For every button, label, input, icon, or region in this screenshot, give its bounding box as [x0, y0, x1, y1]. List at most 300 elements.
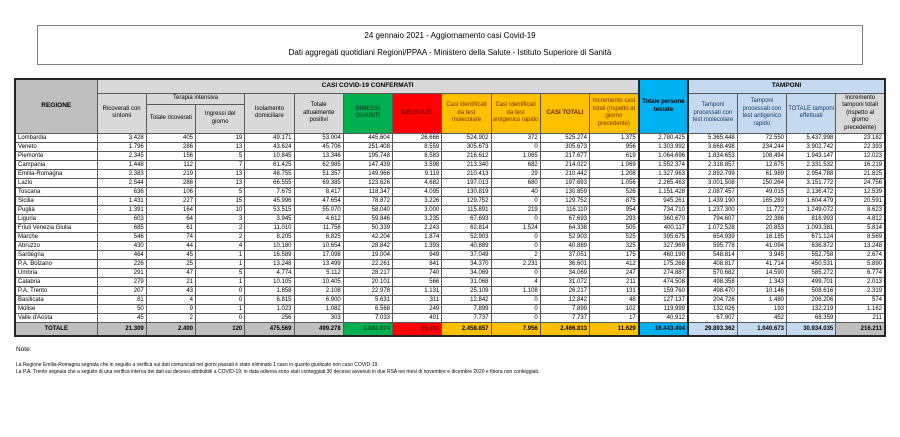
- value-cell: 2: [196, 224, 245, 233]
- value-cell: 4.095: [393, 188, 442, 197]
- region-name: Molise: [15, 305, 97, 314]
- value-cell: 5: [196, 269, 245, 278]
- notes-label: Note:: [16, 346, 32, 353]
- value-cell: 43.624: [245, 143, 294, 152]
- total-value-cell: 2.458.857: [442, 323, 491, 336]
- value-cell: 5.365.448: [688, 134, 737, 143]
- table-row: [15, 134, 885, 143]
- value-cell: 1.131: [393, 287, 442, 296]
- value-cell: 40: [491, 188, 540, 197]
- value-cell: 149.966: [343, 170, 392, 179]
- region-name: Campania: [15, 161, 97, 170]
- value-cell: 48.755: [245, 170, 294, 179]
- col-header-persone-testate: Totale persone testate: [639, 79, 688, 134]
- value-cell: 219: [491, 206, 540, 215]
- value-cell: 2.780.425: [639, 134, 688, 143]
- value-cell: 165.289: [737, 197, 786, 206]
- col-header-isolamento-domiciliare: Isolamento domiciliare: [245, 93, 294, 134]
- col-header-casi-test-antigenico: Casi identificati da test antigenico rapido: [491, 93, 540, 134]
- value-cell: 1.082: [294, 305, 343, 314]
- value-cell: 10: [196, 206, 245, 215]
- value-cell: 1.065: [491, 152, 540, 161]
- value-cell: 55.070: [294, 206, 343, 215]
- value-cell: 875: [590, 197, 639, 206]
- value-cell: 72.550: [737, 134, 786, 143]
- value-cell: 1.524: [491, 224, 540, 233]
- value-cell: 132.026: [688, 305, 737, 314]
- value-cell: 3.151.772: [787, 179, 836, 188]
- value-cell: 1: [196, 278, 245, 287]
- value-cell: 1.072.528: [688, 224, 737, 233]
- value-cell: 6.900: [294, 296, 343, 305]
- value-cell: 603: [97, 215, 146, 224]
- value-cell: 45: [146, 251, 195, 260]
- value-cell: 40.912: [639, 314, 688, 323]
- total-value-cell: 475.569: [245, 323, 294, 336]
- value-cell: 206.206: [787, 296, 836, 305]
- total-row: [15, 323, 885, 336]
- value-cell: 1.391: [97, 206, 146, 215]
- value-cell: 816.993: [787, 215, 836, 224]
- value-cell: 132.219: [787, 305, 836, 314]
- value-cell: 14.590: [737, 269, 786, 278]
- value-cell: 286: [146, 143, 195, 152]
- value-cell: 654.939: [688, 233, 737, 242]
- value-cell: 226: [97, 260, 146, 269]
- value-cell: 47.654: [294, 197, 343, 206]
- value-cell: 10.105: [245, 278, 294, 287]
- col-header-incremento-tamponi: Incremento tamponi totali (rispetto al giorno precedente): [836, 93, 885, 134]
- value-cell: 595.778: [688, 242, 737, 251]
- value-cell: 197.693: [540, 179, 589, 188]
- value-cell: 671.124: [787, 233, 836, 242]
- value-cell: 16.185: [737, 233, 786, 242]
- value-cell: 13: [196, 179, 245, 188]
- value-cell: 62.814: [442, 224, 491, 233]
- value-cell: 474.508: [639, 278, 688, 287]
- value-cell: 0: [491, 314, 540, 323]
- value-cell: 3.226: [393, 197, 442, 206]
- table-row: [15, 152, 885, 161]
- value-cell: 0: [196, 296, 245, 305]
- value-cell: 3.902.742: [787, 143, 836, 152]
- value-cell: 81: [97, 296, 146, 305]
- value-cell: 45.706: [294, 143, 343, 152]
- region-name: Toscana: [15, 188, 97, 197]
- region-name: Sardegna: [15, 251, 97, 260]
- region-name: Abruzzo: [15, 242, 97, 251]
- value-cell: 505: [590, 224, 639, 233]
- value-cell: 130.859: [540, 188, 589, 197]
- value-cell: 3.945: [245, 215, 294, 224]
- value-cell: 12.675: [737, 161, 786, 170]
- total-value-cell: 1.040.673: [737, 323, 786, 336]
- value-cell: 4.612: [294, 215, 343, 224]
- col-header-tamponi-antigenico: Tamponi processati con test antigenico rapido: [737, 93, 786, 134]
- value-cell: 26.217: [540, 287, 589, 296]
- col-header-casi-totali: CASI TOTALI: [540, 93, 589, 134]
- total-value-cell: 29.893.362: [688, 323, 737, 336]
- value-cell: 3.235: [393, 215, 442, 224]
- value-cell: 64.338: [540, 224, 589, 233]
- value-cell: 123.626: [343, 179, 392, 188]
- value-cell: 498.470: [688, 287, 737, 296]
- value-cell: 412: [590, 260, 639, 269]
- value-cell: 0: [196, 314, 245, 323]
- value-cell: 286: [146, 179, 195, 188]
- value-cell: 2.243: [393, 224, 442, 233]
- value-cell: 11.772: [737, 206, 786, 215]
- value-cell: 52.903: [540, 233, 589, 242]
- value-cell: 7.033: [343, 314, 392, 323]
- value-cell: 740: [393, 269, 442, 278]
- value-cell: 3.428: [97, 134, 146, 143]
- value-cell: 5: [196, 188, 245, 197]
- table-footer: [15, 323, 885, 336]
- value-cell: 499.701: [787, 278, 836, 287]
- total-value-cell: 216.211: [836, 323, 885, 336]
- value-cell: 9.119: [393, 170, 442, 179]
- note-pa-trento: La P.A. Trento segnala che a seguito di una verifica interna dei dati sui decessi attribuibili a COVID-19, in data odierna sono stati conteggiati 30 decessi avvenuti in due RSA nei mesi di novembre e dicembre 2020 e finora non conteggiati.: [16, 369, 540, 375]
- value-cell: 13: [196, 170, 245, 179]
- value-cell: 2.544: [97, 179, 146, 188]
- value-cell: 460.190: [639, 251, 688, 260]
- value-cell: 13: [196, 143, 245, 152]
- covid-data-table: [14, 78, 886, 337]
- value-cell: 3.668.498: [688, 143, 737, 152]
- value-cell: 526: [590, 188, 639, 197]
- table-row: [15, 260, 885, 269]
- value-cell: 195.748: [343, 152, 392, 161]
- value-cell: 293: [590, 215, 639, 224]
- col-header-totale-ricoverati: Totale ricoverati: [146, 104, 195, 134]
- value-cell: 450.531: [787, 260, 836, 269]
- value-cell: 147.439: [343, 161, 392, 170]
- value-cell: 193: [737, 305, 786, 314]
- value-cell: 49.015: [737, 188, 786, 197]
- col-header-regione: REGIONE: [15, 79, 97, 134]
- group-header-terapia-intensiva: Terapia intensiva: [146, 93, 245, 104]
- value-cell: 585.272: [787, 269, 836, 278]
- region-name: Liguria: [15, 215, 97, 224]
- value-cell: 34.370: [442, 260, 491, 269]
- value-cell: 1: [196, 251, 245, 260]
- value-cell: 4.682: [393, 179, 442, 188]
- value-cell: 45: [97, 314, 146, 323]
- value-cell: 12.842: [442, 296, 491, 305]
- value-cell: 1.108: [491, 287, 540, 296]
- value-cell: 7.675: [245, 188, 294, 197]
- value-cell: 207: [97, 287, 146, 296]
- value-cell: 28.217: [343, 269, 392, 278]
- col-header-dimessi-guariti: DIMESSI GUARITI: [343, 93, 392, 134]
- col-header-attualmente-positivi: Totale attualmente positivi: [294, 93, 343, 134]
- table-row: [15, 287, 885, 296]
- value-cell: 69.385: [294, 179, 343, 188]
- value-cell: 61.425: [245, 161, 294, 170]
- value-cell: 0: [491, 143, 540, 152]
- value-cell: 23.182: [836, 134, 885, 143]
- value-cell: 10.146: [737, 287, 786, 296]
- value-cell: 2: [196, 233, 245, 242]
- value-cell: 6.568: [343, 305, 392, 314]
- total-value-cell: 2.466.813: [540, 323, 589, 336]
- value-cell: 1.162: [836, 305, 885, 314]
- table-row: [15, 251, 885, 260]
- value-cell: 1.393: [393, 242, 442, 251]
- table-row: [15, 188, 885, 197]
- table-row: [15, 314, 885, 323]
- value-cell: 3.945: [737, 251, 786, 260]
- group-header-casi-confermati: CASI COVID-19 CONFERMATI: [97, 79, 639, 93]
- value-cell: 311: [393, 296, 442, 305]
- value-cell: 11.010: [245, 224, 294, 233]
- total-value-cell: 30.934.035: [787, 323, 836, 336]
- value-cell: 8.825: [294, 233, 343, 242]
- value-cell: 22.393: [836, 143, 885, 152]
- value-cell: 13.248: [245, 260, 294, 269]
- value-cell: 0: [196, 287, 245, 296]
- value-cell: 74: [146, 233, 195, 242]
- value-cell: 12.539: [836, 188, 885, 197]
- value-cell: 1.604.479: [787, 197, 836, 206]
- total-value-cell: 1.882.074: [343, 323, 392, 336]
- value-cell: 1: [196, 260, 245, 269]
- value-cell: 256: [245, 314, 294, 323]
- note-emilia-romagna: La Regione Emilia-Romagna segnala che in seguito a verifica sui dati comunicati nei giorni passati è stato eliminato 1 caso in quanto giudicato non caso COVID-19.: [16, 362, 379, 368]
- value-cell: 8.583: [393, 152, 442, 161]
- value-cell: 0: [491, 215, 540, 224]
- value-cell: 2.318.857: [688, 161, 737, 170]
- value-cell: 112: [146, 161, 195, 170]
- total-value-cell: 21.309: [97, 323, 146, 336]
- value-cell: 305.673: [540, 143, 589, 152]
- value-cell: 0: [491, 197, 540, 206]
- value-cell: 954: [590, 206, 639, 215]
- value-cell: 4.812: [836, 215, 885, 224]
- group-header-tamponi: TAMPONI: [688, 79, 885, 93]
- value-cell: 44: [146, 242, 195, 251]
- value-cell: 58.040: [343, 206, 392, 215]
- table-row: [15, 161, 885, 170]
- value-cell: 211: [590, 278, 639, 287]
- value-cell: 1.343: [737, 278, 786, 287]
- value-cell: 682: [491, 161, 540, 170]
- value-cell: 1.552.374: [639, 161, 688, 170]
- value-cell: 213.340: [442, 161, 491, 170]
- value-cell: 1.943.147: [787, 152, 836, 161]
- value-cell: 4: [196, 242, 245, 251]
- value-cell: 37.051: [540, 251, 589, 260]
- value-cell: 118.347: [343, 188, 392, 197]
- value-cell: 52.903: [442, 233, 491, 242]
- value-cell: 305.673: [442, 143, 491, 152]
- value-cell: 62.985: [294, 161, 343, 170]
- value-cell: 41.094: [737, 242, 786, 251]
- value-cell: 1.023: [245, 305, 294, 314]
- value-cell: 127.137: [639, 296, 688, 305]
- value-cell: 49.171: [245, 134, 294, 143]
- value-cell: 15: [196, 197, 245, 206]
- value-cell: 2.331.532: [787, 161, 836, 170]
- value-cell: 10.654: [294, 242, 343, 251]
- value-cell: 29: [491, 170, 540, 179]
- value-cell: 11.756: [294, 224, 343, 233]
- value-cell: 7: [196, 161, 245, 170]
- value-cell: 734.710: [639, 206, 688, 215]
- value-cell: 685: [97, 224, 146, 233]
- value-cell: 2.136.472: [787, 188, 836, 197]
- value-cell: 25: [146, 260, 195, 269]
- table-row: [15, 269, 885, 278]
- value-cell: 5.814: [836, 224, 885, 233]
- value-cell: 1.303.992: [639, 143, 688, 152]
- value-cell: 20.591: [836, 197, 885, 206]
- total-value-cell: 85.461: [393, 323, 442, 336]
- value-cell: 115.891: [442, 206, 491, 215]
- value-cell: 13.499: [294, 260, 343, 269]
- value-cell: 25.109: [442, 287, 491, 296]
- region-name: Marche: [15, 233, 97, 242]
- value-cell: 6.815: [245, 296, 294, 305]
- value-cell: 956: [590, 143, 639, 152]
- value-cell: 372: [491, 134, 540, 143]
- total-value-cell: 499.278: [294, 323, 343, 336]
- table-row: [15, 278, 885, 287]
- value-cell: 4: [146, 296, 195, 305]
- value-cell: 1.208: [590, 170, 639, 179]
- value-cell: 2.954.788: [787, 170, 836, 179]
- total-label: TOTALE: [15, 323, 97, 336]
- value-cell: 20.853: [737, 224, 786, 233]
- value-cell: 508.616: [787, 287, 836, 296]
- value-cell: 8.559: [393, 143, 442, 152]
- value-cell: 1.834.653: [688, 152, 737, 161]
- value-cell: 42.204: [343, 233, 392, 242]
- value-cell: 5: [196, 152, 245, 161]
- value-cell: 7.899: [540, 305, 589, 314]
- value-cell: 17.098: [294, 251, 343, 260]
- value-cell: 2.674: [836, 251, 885, 260]
- table-body: [15, 134, 885, 323]
- value-cell: 21: [146, 278, 195, 287]
- total-value-cell: 7.956: [491, 323, 540, 336]
- value-cell: 566: [393, 278, 442, 287]
- value-cell: 498.358: [688, 278, 737, 287]
- value-cell: 43: [146, 287, 195, 296]
- value-cell: 9: [146, 305, 195, 314]
- value-cell: 106: [146, 188, 195, 197]
- value-cell: 5.631: [343, 296, 392, 305]
- value-cell: 66.555: [245, 179, 294, 188]
- value-cell: 1.858: [245, 287, 294, 296]
- value-cell: 119.999: [639, 305, 688, 314]
- value-cell: 47: [146, 269, 195, 278]
- value-cell: 1.874: [393, 233, 442, 242]
- value-cell: 41.714: [737, 260, 786, 269]
- value-cell: 227: [146, 197, 195, 206]
- value-cell: 40.889: [540, 242, 589, 251]
- value-cell: 1.327.963: [639, 170, 688, 179]
- value-cell: 175.268: [639, 260, 688, 269]
- value-cell: 21.825: [836, 170, 885, 179]
- value-cell: 7.737: [442, 314, 491, 323]
- table-row: [15, 233, 885, 242]
- value-cell: 116.110: [540, 206, 589, 215]
- value-cell: 67.693: [442, 215, 491, 224]
- value-cell: 45.996: [245, 197, 294, 206]
- value-cell: 574: [836, 296, 885, 305]
- value-cell: 546: [97, 233, 146, 242]
- region-name: Lombardia: [15, 134, 97, 143]
- value-cell: 2.892.799: [688, 170, 737, 179]
- value-cell: 6.774: [836, 269, 885, 278]
- value-cell: 19.004: [343, 251, 392, 260]
- value-cell: 400.117: [639, 224, 688, 233]
- value-cell: 64: [146, 215, 195, 224]
- value-cell: 37.049: [442, 251, 491, 260]
- value-cell: 452: [737, 314, 786, 323]
- value-cell: 16.589: [245, 251, 294, 260]
- table-row: [15, 224, 885, 233]
- table-row: [15, 242, 885, 251]
- region-name: Calabria: [15, 278, 97, 287]
- value-cell: 34.069: [540, 269, 589, 278]
- value-cell: 19: [196, 134, 245, 143]
- value-cell: 22.386: [737, 215, 786, 224]
- footnotes: [16, 346, 886, 376]
- value-cell: 405: [146, 134, 195, 143]
- value-cell: 130.819: [442, 188, 491, 197]
- value-cell: 67.907: [688, 314, 737, 323]
- value-cell: 249: [393, 305, 442, 314]
- value-cell: 247: [590, 269, 639, 278]
- value-cell: 214.022: [540, 161, 589, 170]
- value-cell: 8.205: [245, 233, 294, 242]
- col-header-ricoverati-con-sintomi: Ricoverati con sintomi: [97, 93, 146, 134]
- value-cell: 841: [393, 260, 442, 269]
- table-row: [15, 197, 885, 206]
- value-cell: 1.249.072: [787, 206, 836, 215]
- value-cell: 51.357: [294, 170, 343, 179]
- value-cell: 13.346: [294, 152, 343, 161]
- value-cell: 291: [97, 269, 146, 278]
- value-cell: 10.180: [245, 242, 294, 251]
- region-name: Piemonte: [15, 152, 97, 161]
- value-cell: 4.774: [245, 269, 294, 278]
- table-row: [15, 215, 885, 224]
- value-cell: 1.064.696: [639, 152, 688, 161]
- region-name: Sicilia: [15, 197, 97, 206]
- col-header-incremento-casi: Incremento casi totali (rispetto al giorno precedente): [590, 93, 639, 134]
- value-cell: 211: [836, 314, 885, 323]
- value-cell: 102: [590, 305, 639, 314]
- value-cell: 552.758: [787, 251, 836, 260]
- table-row: [15, 296, 885, 305]
- value-cell: 360.670: [639, 215, 688, 224]
- value-cell: 1.375: [590, 134, 639, 143]
- value-cell: 2: [146, 314, 195, 323]
- value-cell: 36.601: [540, 260, 589, 269]
- value-cell: 570.682: [688, 269, 737, 278]
- value-cell: 28.842: [343, 242, 392, 251]
- value-cell: 1.439.190: [688, 197, 737, 206]
- value-cell: 4: [491, 278, 540, 287]
- value-cell: 1: [196, 305, 245, 314]
- value-cell: 395.675: [639, 233, 688, 242]
- value-cell: 20.101: [343, 278, 392, 287]
- value-cell: 26.666: [393, 134, 442, 143]
